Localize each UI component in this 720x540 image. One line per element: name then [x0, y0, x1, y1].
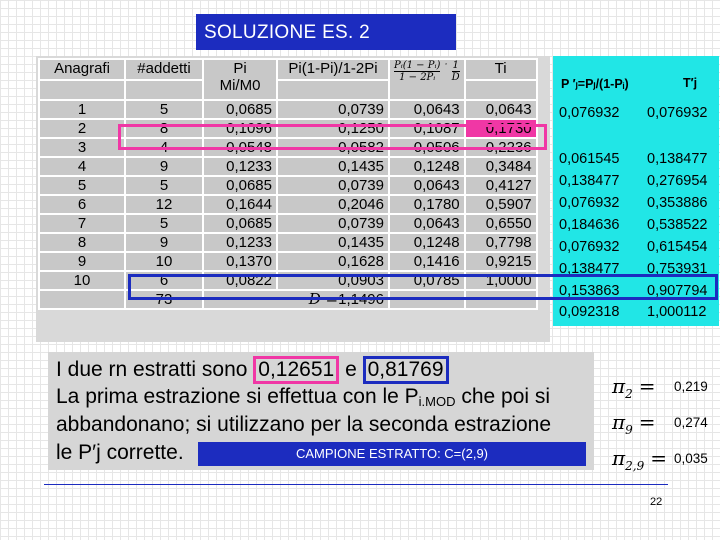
table-cell: 5	[125, 214, 203, 233]
table-cell: 0,1435	[277, 157, 389, 176]
table-cell: 0,0643	[389, 176, 465, 195]
table-cell: 0,1628	[277, 252, 389, 271]
d-value-cell: D =1,1496	[203, 290, 389, 309]
table-row	[39, 214, 537, 233]
table-row	[39, 252, 537, 271]
footer-rule	[44, 484, 668, 485]
side-tj-value: 0,276954	[647, 173, 708, 189]
side-pj-value: 0,076932	[559, 195, 620, 211]
table-cell: 0,1233	[203, 157, 277, 176]
table-cell: 6	[39, 195, 125, 214]
table-cell: 0,1644	[203, 195, 277, 214]
side-tj-value: 0,907794	[647, 283, 708, 299]
slide-title: SOLUZIONE ES. 2	[196, 14, 456, 50]
table-row	[39, 176, 537, 195]
header-pi	[203, 59, 277, 100]
side-pj-value: 0,138477	[559, 261, 620, 277]
table-cell: 9	[125, 233, 203, 252]
table-row	[39, 233, 537, 252]
side-pj-value: 0,138477	[559, 173, 620, 189]
table-cell: 0,0822	[203, 271, 277, 290]
table-cell: 0,6550	[465, 214, 537, 233]
header-anagrafi: Anagrafi	[39, 59, 125, 80]
side-pj-value: 0,092318	[559, 304, 620, 320]
table-row	[39, 195, 537, 214]
table-cell: 5	[125, 176, 203, 195]
pi-symbol: $\pi_9$ =	[612, 410, 656, 437]
page-number: 22	[650, 496, 663, 508]
table-cell: 0,1435	[277, 233, 389, 252]
table-cell: 0,0903	[277, 271, 389, 290]
table-cell: 12	[125, 195, 203, 214]
random-number-2: 0,81769	[363, 356, 449, 384]
header-ti: Ti	[465, 59, 537, 80]
sample-result-badge: CAMPIONE ESTRATTO: C=(2,9)	[198, 442, 586, 466]
header-addetti: #addetti	[125, 59, 203, 80]
table-cell: 0,1248	[389, 157, 465, 176]
side-pj-value: 0,184636	[559, 217, 620, 233]
table-cell: 3	[39, 138, 125, 157]
side-tj-value: 0,538522	[647, 217, 708, 233]
side-pj-value: 0,153863	[559, 283, 620, 299]
side-tj-value: 0,753931	[647, 261, 708, 277]
table-cell: 0,5907	[465, 195, 537, 214]
table-cell: 0,1233	[203, 233, 277, 252]
table-row	[39, 157, 537, 176]
header-pi-sub: Mi/M0	[219, 77, 261, 94]
table-cell: 0,1780	[389, 195, 465, 214]
table-cell: 7	[39, 214, 125, 233]
text-line-2: La prima estrazione si effettua con le $P_{i.MOD}$ che poi si	[56, 385, 551, 409]
side-header-pj: P ′ⱼ=Pⱼ/(1-Pᵢ)	[561, 77, 629, 91]
table-cell: 0,2236	[465, 138, 537, 157]
table-cell: 8	[125, 119, 203, 138]
header-pi-formula: Pi(1-Pi)/1-2Pi	[277, 59, 389, 80]
table-cell: 10	[39, 271, 125, 290]
table-cell: 0,1248	[389, 233, 465, 252]
table-cell: 0,0643	[465, 100, 537, 119]
pi-value: 0,035	[674, 451, 708, 466]
header-pi-label: Pi	[233, 60, 247, 77]
table-cell: 4	[39, 157, 125, 176]
text-line-4: le P′j corrette.	[56, 441, 184, 464]
table-cell: 0,0739	[277, 100, 389, 119]
table-cell: 0,1370	[203, 252, 277, 271]
text-line-1: I due rn estratti sono 0,12651 e 0,81769	[56, 356, 449, 384]
total-addetti: 73	[125, 290, 203, 309]
table-cell: 0,0739	[277, 176, 389, 195]
side-tj-value: 0,076932	[647, 105, 708, 121]
table-cell: 0,7798	[465, 233, 537, 252]
random-number-1: 0,12651	[253, 356, 339, 384]
side-pj-value: 0,076932	[559, 105, 620, 121]
text-line-3: abbandonano; si utilizzano per la seconda estrazione	[56, 413, 552, 436]
side-tj-value: 0,138477	[647, 151, 708, 167]
table-cell: 8	[39, 233, 125, 252]
pi-value: 0,274	[674, 415, 708, 430]
table-cell: 0,0685	[203, 214, 277, 233]
table-cell: 10	[125, 252, 203, 271]
table-cell: 0,1087	[389, 119, 465, 138]
table-cell: 0,3484	[465, 157, 537, 176]
table-cell: 0,0548	[203, 138, 277, 157]
pi-symbol: $\pi_2$ =	[612, 374, 656, 401]
table-cell: 0,1250	[277, 119, 389, 138]
fraction-b: $\frac{1}{D}$	[451, 60, 460, 83]
pi-value: 0,219	[674, 379, 708, 394]
table-row	[39, 100, 537, 119]
explanation-box	[48, 352, 594, 470]
table-cell: 9	[39, 252, 125, 271]
table-cell: 0,9215	[465, 252, 537, 271]
side-tj-value: 0,353886	[647, 195, 708, 211]
table-cell: 0,0685	[203, 176, 277, 195]
table-cell: 0,0785	[389, 271, 465, 290]
table-cell: 0,1730	[465, 119, 537, 138]
table-cell: 4	[125, 138, 203, 157]
side-tj-value: 1,000112	[647, 304, 707, 320]
table-cell: 0,0506	[389, 138, 465, 157]
highlight-row-9	[128, 274, 718, 300]
table-cell: 0,0739	[277, 214, 389, 233]
table-cell: 0,0643	[389, 100, 465, 119]
header-fraction: $\frac{\text{Pᵢ(1 − Pᵢ)}}{\text{1 − 2Pᵢ}}$ · $\frac{1}{D}$	[389, 59, 465, 100]
table-cell: 0,4127	[465, 176, 537, 195]
side-pj-value: 0,076932	[559, 239, 620, 255]
table-cell: 1,0000	[465, 271, 537, 290]
table-cell: 0,1416	[389, 252, 465, 271]
side-pj-value: 0,061545	[559, 151, 620, 167]
table-cell: 6	[125, 271, 203, 290]
side-header-tj: T′j	[683, 76, 698, 90]
table-cell: 5	[39, 176, 125, 195]
data-table	[38, 58, 538, 310]
table-cell: 9	[125, 157, 203, 176]
highlight-row-2	[118, 124, 547, 150]
table-cell: 0,2046	[277, 195, 389, 214]
pi-symbol: $\pi_{2,9}$ =	[612, 446, 668, 473]
table-header-row	[39, 59, 537, 80]
table-cell: 5	[125, 100, 203, 119]
table-cell: 0,0582	[277, 138, 389, 157]
table-cell: 1	[39, 100, 125, 119]
table-cell: 0,0643	[389, 214, 465, 233]
table-cell: 2	[39, 119, 125, 138]
table-cell: 0,1096	[203, 119, 277, 138]
table-cell: 0,0685	[203, 100, 277, 119]
fraction-a: $\frac{\text{Pᵢ(1 − Pᵢ)}}{\text{1 − 2Pᵢ}}$	[394, 60, 441, 83]
side-tj-value: 0,615454	[647, 239, 708, 255]
